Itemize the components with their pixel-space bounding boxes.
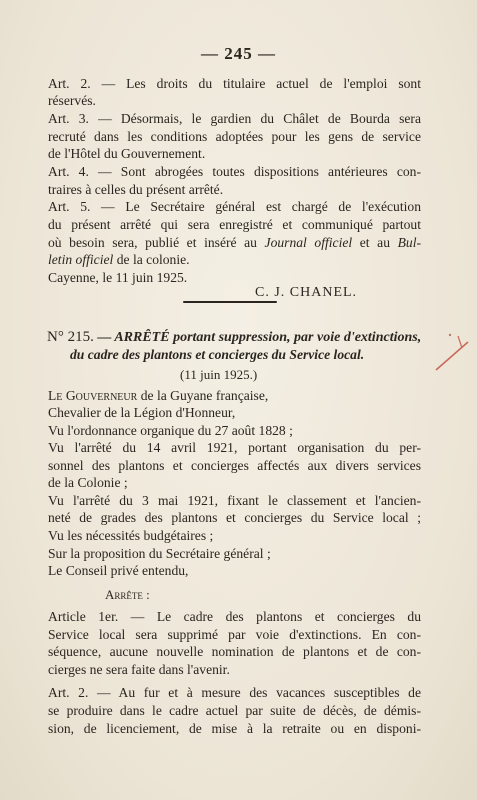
visa-arrete-1921-line-2: sonnel des plantons et concierges affectés aux divers services (48, 458, 421, 473)
decree-heading-line-2 (70, 346, 364, 363)
article-3-line-3: de l'Hôtel du Gouvernement. (48, 146, 206, 161)
journal-officiel-ref: Journal officiel (264, 235, 353, 250)
decree-title-line-1: — ARRÊTÉ portant suppression, par voie d'extinctions, (97, 330, 422, 345)
article-5-line-4-text: de la colonie. (116, 252, 190, 267)
article-3-line-1: Art. 3. — Désormais, le gardien du Châlet de Bourda sera (48, 111, 421, 126)
decree-title-line-2: du cadre des plantons et concierges du Service local. (70, 347, 365, 362)
article-2-line-2: réservés. (48, 93, 96, 108)
chevalier-line: Chevalier de la Légion d'Honneur, (48, 405, 236, 420)
article-1-line-1: Article 1er. — Le cadre des plantons et concierges du (48, 609, 421, 624)
article-2-line-1: Art. 2. — Les droits du titulaire actuel de l'emploi sont (48, 76, 421, 91)
article-1-line-2: Service local sera supprimé par voie d'extinctions. En con- (48, 627, 421, 642)
page-number: — 245 — (201, 44, 276, 63)
pencil-stroke (436, 342, 468, 370)
pencil-dot (449, 334, 451, 336)
visa-proposition: Sur la proposition du Secrétaire général ; (48, 546, 271, 561)
visa-conseil: Le Conseil privé entendu, (48, 563, 189, 578)
article-5-line-3 (48, 234, 421, 251)
decree-number: N° 215. (47, 329, 94, 345)
article-4-line-1: Art. 4. — Sont abrogées toutes dispositions antérieures con- (48, 164, 421, 179)
article-5-line-3-conj: et au (359, 235, 390, 250)
pencil-mark (432, 330, 472, 375)
visa-arrete-mai-line-2: neté de grades des plantons et concierges du Service local ; (48, 510, 421, 525)
bulletin-ref-part-1: Bul- (397, 235, 421, 250)
article-2-decree-line-3: sion, de licenciement, de mise à la retraite ou en disponi- (48, 721, 421, 736)
visa-arrete-1921-line-3: de la Colonie ; (48, 475, 128, 490)
governor-line (48, 387, 268, 404)
decree-heading-line-1 (47, 329, 421, 346)
place-date-line: Cayenne, le 11 juin 1925. (48, 270, 188, 285)
article-1-line-3: séquence, aucune nouvelle nomination de plantons et de con- (48, 644, 421, 659)
visa-arrete-mai-line-1: Vu l'arrêté du 3 mai 1921, fixant le classement et l'ancien- (48, 493, 421, 508)
visa-ordonnance: Vu l'ordonnance organique du 27 août 1828 ; (48, 423, 293, 438)
article-5-line-1: Art. 5. — Le Secrétaire général est chargé de l'exécution (48, 199, 421, 214)
visa-budget: Vu les nécessités budgétaires ; (48, 528, 214, 543)
arrete-label: Arrête : (105, 587, 150, 602)
decree-date: (11 juin 1925.) (180, 367, 258, 382)
signature: C. J. CHANEL. (255, 285, 358, 300)
bulletin-ref-part-2: letin officiel (48, 252, 114, 267)
article-5-line-3-text: où besoin sera, publié et inséré au (48, 235, 257, 250)
article-1-line-4: cierges ne sera faite dans l'avenir. (48, 662, 230, 677)
article-5-line-4 (48, 251, 190, 268)
governor-prefix: Le (48, 388, 63, 403)
article-2-decree-line-1: Art. 2. — Au fur et à mesure des vacances susceptibles de (48, 685, 421, 700)
pencil-tick (458, 336, 462, 348)
section-divider (183, 301, 277, 303)
article-3-line-2: recruté dans les conditions adoptées pour les gens de service (48, 129, 421, 144)
article-4-line-2: traires à celles du présent arrêté. (48, 182, 224, 197)
article-5-line-2: du présent arrêté qui sera enregistré et communiqué partout (48, 217, 421, 232)
article-2-decree-line-2: se produire dans le cadre actuel par suite de décès, de démis- (48, 703, 421, 718)
visa-arrete-1921-line-1: Vu l'arrêté du 14 avril 1921, portant organisation du per- (48, 440, 421, 455)
governor-title: Gouverneur (65, 388, 138, 403)
governor-rest: de la Guyane française, (140, 388, 269, 403)
